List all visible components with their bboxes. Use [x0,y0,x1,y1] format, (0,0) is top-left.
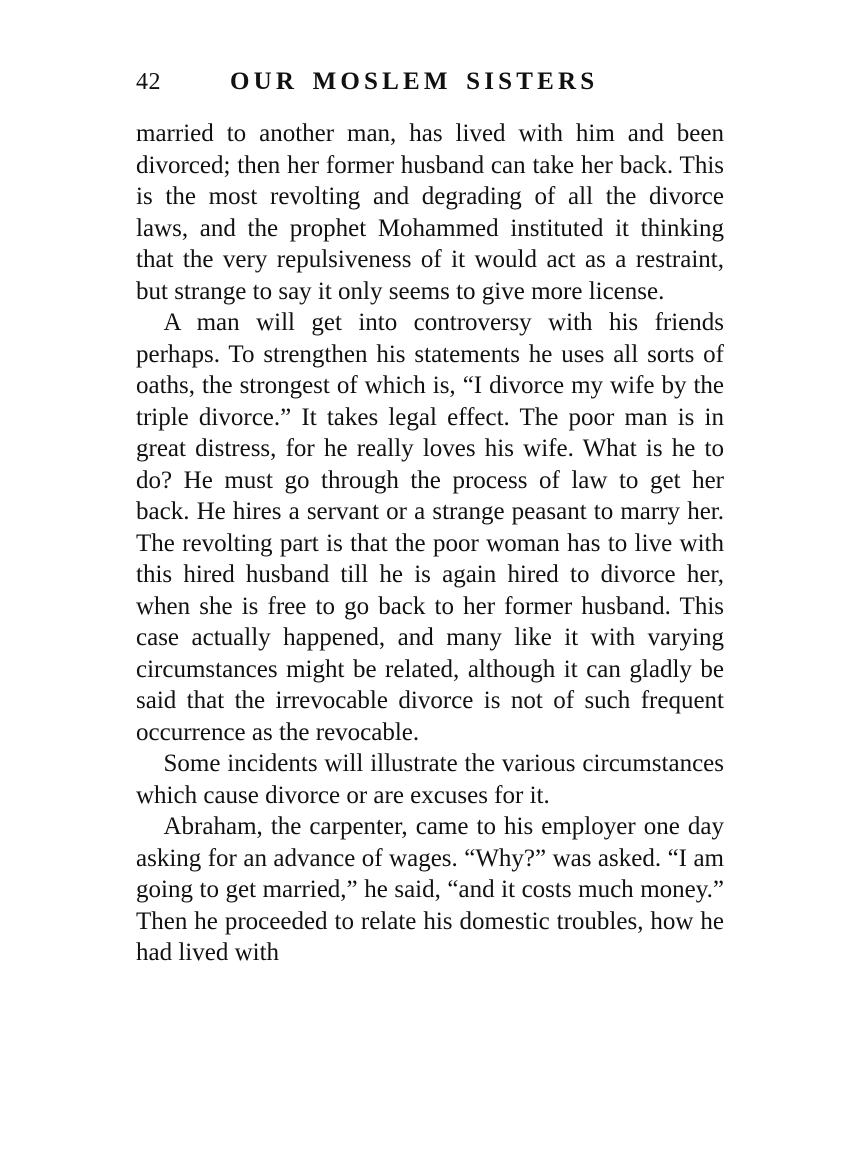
book-page [136,68,724,969]
paragraph-abraham: Abraham, the carpenter, came to his employer one day asking for an advance of wages. “Why?” was asked. “I am going to get married,” he said, “and it costs much money.” Then he proceeded to relate his domestic troubles, how he had lived with [136,813,724,966]
paragraph-triple-divorce: A man will get into controversy with his friends perhaps. To strengthen his statements he uses all sorts of oaths, the strongest of which is, “I divorce my wife by the triple divorce.” It takes legal effect. The poor man is in great distress, for he really loves his wife. What is he to do? He must go through the process of law to get her back. He hires a servant or a strange peasant to marry her. The revolting part is that the poor woman has to live with this hired husband till he is again hired to divorce her, when she is free to go back to her former husband. This case actually happened, and many like it with varying circumstances might be related, although it can gladly be said that the irrevocable divorce is not of such frequent occurrence as the revocable. [136,309,724,746]
page-number: 42 [136,69,161,95]
paragraph-continuation: married to another man, has lived with him and been divorced; then her former husband can take her back. This is the most revolting and degrading of all the divorce laws, and the prophet Mohammed instituted it thinking that the very repulsiveness of it would act as a restraint, but strange to say it only seems to give more license. [136,120,724,305]
running-head [136,68,724,108]
paragraph-incidents-intro: Some incidents will illustrate the various circumstances which cause divorce or are excuses for it. [136,750,724,809]
running-title: OUR MOSLEM SISTERS [230,68,599,95]
